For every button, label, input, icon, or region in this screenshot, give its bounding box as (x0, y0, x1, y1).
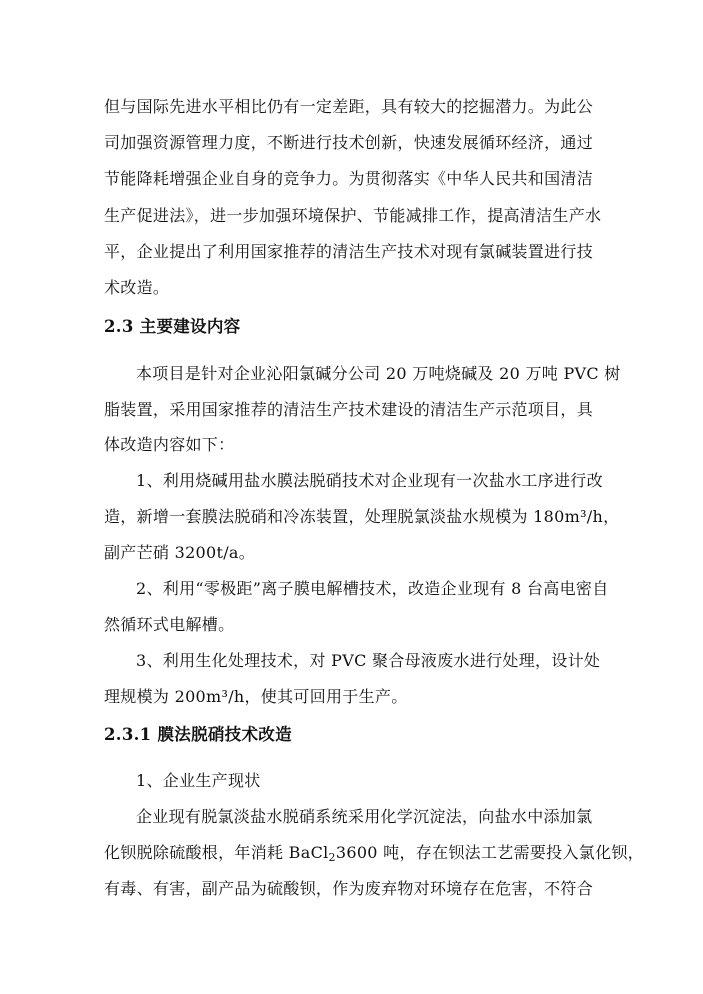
text-line: 企业现有脱氯淡盐水脱硝系统采用化学沉淀法，向盐水中添加氯 (136, 807, 593, 826)
text-fragment: 3600 吨，存在钡法工艺需要投入氯化钡， (335, 843, 644, 862)
list-item: 2、利用“零极距”离子膜电解槽技术，改造企业现有 8 台高电密自 (136, 579, 609, 598)
subscript: 2 (328, 851, 336, 864)
list-item: 1、利用烧碱用盐水膜法脱硝技术对企业现有一次盐水工序进行改 (136, 471, 603, 490)
subheading: 1、企业生产现状 (136, 771, 261, 790)
text-fragment: 化钡脱除硫酸根，年消耗 BaCl (104, 843, 329, 862)
text-line: 有毒、有害，副产品为硫酸钡，作为废弃物对环境存在危害，不符合 (104, 879, 594, 898)
text-line: 脂装置，采用国家推荐的清洁生产技术建设的清洁生产示范项目，具 (104, 400, 594, 419)
subsection-heading: 2.3.1 膜法脱硝技术改造 (104, 725, 292, 744)
text-line: 然循环式电解槽。 (104, 615, 235, 634)
text-line: 造，新增一套膜法脱硝和冷冻装置，处理脱氯淡盐水规模为 180m³/h， (104, 507, 620, 526)
text-line: 但与国际先进水平相比仍有一定差距，具有较大的挖掘潜力。为此公 (104, 97, 594, 116)
text-line: 本项目是针对企业沁阳氯碱分公司 20 万吨烧碱及 20 万吨 PVC 树 (136, 364, 621, 383)
text-line: 理规模为 200m³/h，使其可回用于生产。 (104, 687, 408, 706)
text-line: 体改造内容如下： (104, 435, 235, 454)
text-line: 术改造。 (104, 278, 170, 297)
text-line (104, 840, 644, 864)
text-line: 司加强资源管理力度，不断进行技术创新，快速发展循环经济，通过 (104, 133, 594, 152)
text-line: 副产芒硝 3200t/a。 (104, 543, 256, 562)
list-item: 3、利用生化处理技术，对 PVC 聚合母液废水进行处理，设计处 (136, 651, 601, 670)
text-line: 节能降耗增强企业自身的竞争力。为贯彻落实《中华人民共和国清洁 (104, 169, 594, 188)
text-line: 生产促进法》，进一步加强环境保护、节能减排工作，提高清洁生产水 (104, 206, 602, 225)
section-heading: 2.3 主要建设内容 (104, 317, 241, 336)
text-line: 平，企业提出了利用国家推荐的清洁生产技术对现有氯碱装置进行技 (104, 242, 594, 261)
